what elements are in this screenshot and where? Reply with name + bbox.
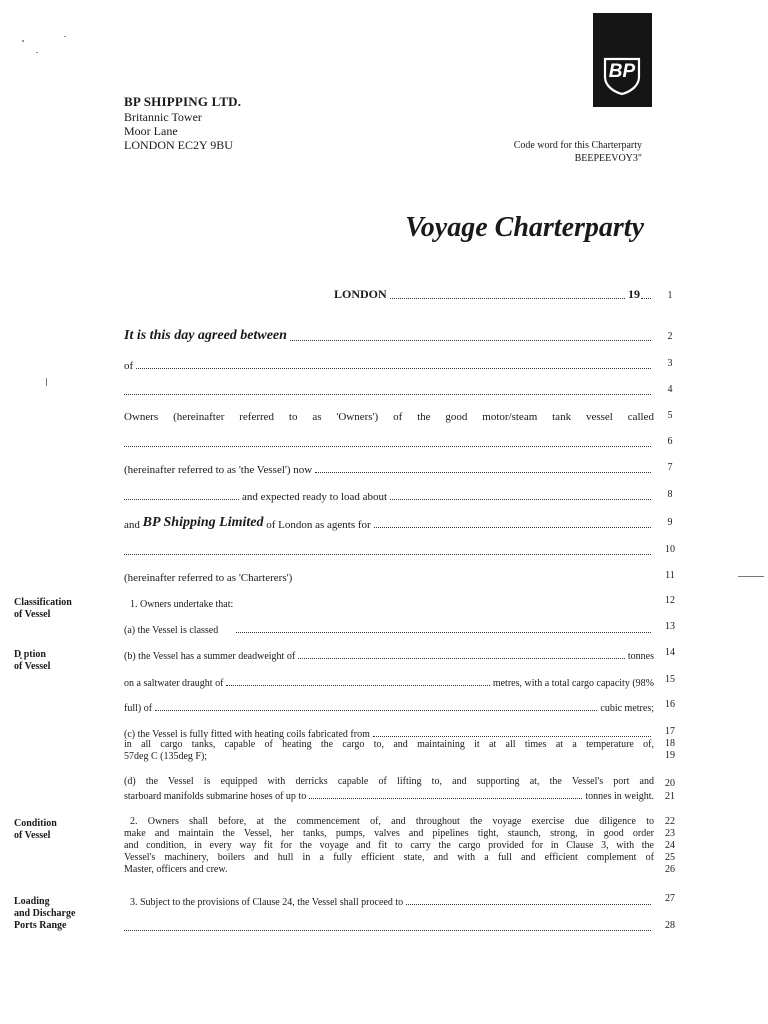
line-number: 2 [667, 331, 673, 342]
classed-line [124, 620, 654, 636]
vessel-now-text: (hereinafter referred to as 'the Vessel') now [124, 464, 313, 476]
margin-description [14, 649, 50, 673]
scan-speck [36, 52, 38, 53]
line-number: 22 [665, 816, 675, 827]
word: called [627, 411, 654, 423]
margin-label-line: Ports Range [14, 920, 67, 931]
margin-label-line: Loading [14, 896, 50, 907]
vessel-now-line [124, 460, 654, 476]
charterers-line [124, 568, 654, 584]
blank-line [124, 382, 654, 398]
of-label: of [124, 360, 134, 372]
of-line [124, 356, 654, 372]
paragraph-line: (d) the Vessel is equipped with derricks capable of lifting to, and supporting at, the Vessel's port and [124, 776, 654, 787]
word: (hereinafter [173, 411, 225, 423]
deadweight-line [124, 646, 654, 662]
capacity-line [124, 698, 654, 714]
line-number: 10 [665, 544, 675, 555]
heating-paragraph [124, 739, 654, 763]
bp-logo [593, 13, 652, 107]
agreement-text: It is this day agreed between [124, 328, 287, 343]
address-line: Britannic Tower [124, 110, 202, 124]
vessel-name-blank[interactable] [124, 445, 651, 447]
line-number: 14 [665, 647, 675, 658]
line-number: 13 [665, 621, 675, 632]
place-date-line [334, 286, 654, 302]
owners-address-blank-2[interactable] [124, 393, 651, 395]
address-line: LONDON EC2Y 9BU [124, 138, 233, 152]
hoses-line [124, 786, 654, 802]
line-number: 15 [665, 674, 675, 685]
line-number: 8 [667, 489, 673, 500]
line-number: 17 [665, 726, 675, 737]
draught-tail: metres, with a total cargo capacity (98% [492, 678, 654, 689]
line-number: 18 [665, 738, 675, 749]
company-name: BP SHIPPING LTD. [124, 94, 242, 109]
line-number: 25 [665, 852, 675, 863]
scan-speck [64, 36, 66, 37]
destination-blank-2[interactable] [124, 929, 651, 931]
line-number: 19 [665, 750, 675, 761]
principal-blank-2[interactable] [124, 553, 651, 555]
deadweight-text: (b) the Vessel has a summer deadweight of [124, 651, 296, 662]
paragraph-line: 57deg C (135deg F); [124, 751, 208, 762]
margin-label-line: of Vessel [14, 661, 51, 672]
word: the [417, 411, 431, 423]
expected-blank[interactable] [124, 498, 239, 500]
place-blank[interactable] [390, 297, 625, 299]
line-number: 20 [665, 778, 675, 789]
line-number: 12 [665, 595, 675, 606]
agents-for-text: of London as agents for [266, 519, 371, 531]
line-number: 9 [667, 517, 673, 528]
class-blank[interactable] [236, 631, 651, 633]
word: Owners [124, 411, 159, 423]
blank-line [124, 434, 654, 450]
paragraph-line: in all cargo tanks, capable of heating the cargo to, and maintaining it at all times at a temperature of, [124, 739, 654, 750]
margin-condition [14, 818, 57, 842]
hoses-text: starboard manifolds submarine hoses of up to [124, 791, 307, 802]
clause-1-text: 1. Owners undertake that: [130, 599, 234, 610]
line-number: 11 [665, 570, 675, 581]
line-number: 1 [667, 290, 673, 301]
margin-label-line: of Vessel [14, 609, 51, 620]
agreement-line [124, 326, 654, 344]
line-number: 4 [667, 384, 673, 395]
word: of [393, 411, 403, 423]
line-number: 5 [667, 410, 673, 421]
word: as [312, 411, 322, 423]
line-number: 6 [667, 436, 673, 447]
margin-label-line: Classification [14, 597, 72, 608]
agents-line [124, 513, 654, 531]
owners-line [124, 407, 654, 423]
charterer-company: BP Shipping Limited [142, 515, 264, 530]
word: good [445, 411, 468, 423]
margin-label-line: and Discharge [14, 908, 76, 919]
draught-blank[interactable] [226, 684, 489, 686]
word: referred [239, 411, 275, 423]
paragraph-line: make and maintain the Vessel, her tanks, pumps, valves and pipelines tight, staunch, strong, in good order [124, 828, 654, 839]
line-number: 23 [665, 828, 675, 839]
capacity-text: full) of [124, 703, 153, 714]
line-number: 24 [665, 840, 675, 851]
draught-text: on a saltwater draught of [124, 678, 224, 689]
line-number: 27 [665, 893, 675, 904]
heating-coils-text: (c) the Vessel is fully fitted with heating coils fabricated from [124, 729, 370, 740]
scan-speck [738, 576, 764, 577]
word: motor/steam [482, 411, 538, 423]
line-number: 26 [665, 864, 675, 875]
word: 'Owners') [336, 411, 379, 423]
word: tank [552, 411, 572, 423]
destination-blank[interactable] [406, 903, 651, 905]
principal-blank[interactable] [374, 526, 651, 528]
line-number: 21 [665, 791, 675, 802]
proceed-text: 3. Subject to the provisions of Clause 24, the Vessel shall proceed to [130, 897, 404, 908]
owners-address-blank[interactable] [136, 367, 651, 369]
deadweight-unit: tonnes [627, 651, 654, 662]
line-number: 3 [667, 358, 673, 369]
year-label: 19 [628, 287, 640, 301]
paragraph-line: Vessel's machinery, boilers and hull in a fully efficient state, and with a full and efficient complement of [124, 852, 654, 863]
line-number: 16 [665, 699, 675, 710]
bp-logo-text: BP [608, 61, 636, 82]
year-blank[interactable] [641, 297, 651, 299]
coil-material-blank[interactable] [373, 735, 651, 737]
margin-label-line: Condition [14, 818, 57, 829]
paragraph-line: and condition, in every way fit for the voyage and fit to carry the cargo provided for in Clause 3, with the [124, 840, 654, 851]
blank-line [124, 918, 654, 934]
heating-coils-line [124, 724, 654, 740]
hoses-tail: tonnes in weight. [585, 791, 654, 802]
draught-line [124, 673, 654, 689]
capacity-blank[interactable] [155, 709, 597, 711]
paragraph-line: 2. Owners shall before, at the commencement of, and throughout the voyage exercise due diligence to [130, 816, 654, 827]
scan-speck [46, 378, 47, 386]
vessel-position-blank[interactable] [315, 471, 651, 473]
ready-to-load-text: and expected ready to load about [242, 491, 388, 503]
scan-speck [22, 40, 24, 42]
margin-classification [14, 597, 72, 621]
condition-paragraph [124, 816, 654, 876]
codeword-label: Code word for this Charterparty [513, 140, 642, 151]
codeword-value: BEEPEEVOY3" [574, 153, 642, 164]
classed-text: (a) the Vessel is classed [124, 625, 219, 636]
ready-date-blank[interactable] [390, 498, 651, 500]
and-label: and [124, 519, 140, 531]
line-number: 28 [665, 920, 675, 931]
place-label: LONDON [334, 287, 387, 301]
deadweight-blank[interactable] [298, 657, 625, 659]
blank-line [124, 542, 654, 558]
paragraph-line: Master, officers and crew. [124, 864, 228, 875]
clause-1-line [130, 594, 654, 610]
document-title: Voyage Charterparty [405, 212, 644, 243]
ready-to-load-line [124, 487, 654, 503]
margin-loading [14, 896, 75, 932]
margin-label-line: D̨ ption [14, 649, 46, 660]
capacity-unit: cubic metres; [600, 703, 654, 714]
address-line: Moor Lane [124, 124, 178, 138]
charterers-text: (hereinafter referred to as 'Charterers') [124, 572, 293, 584]
margin-label-line: of Vessel [14, 830, 51, 841]
hose-weight-blank[interactable] [309, 797, 582, 799]
word: to [288, 411, 298, 423]
line-number: 7 [667, 462, 673, 473]
word: vessel [585, 411, 613, 423]
owners-name-blank[interactable] [290, 339, 651, 341]
proceed-line [130, 892, 654, 908]
